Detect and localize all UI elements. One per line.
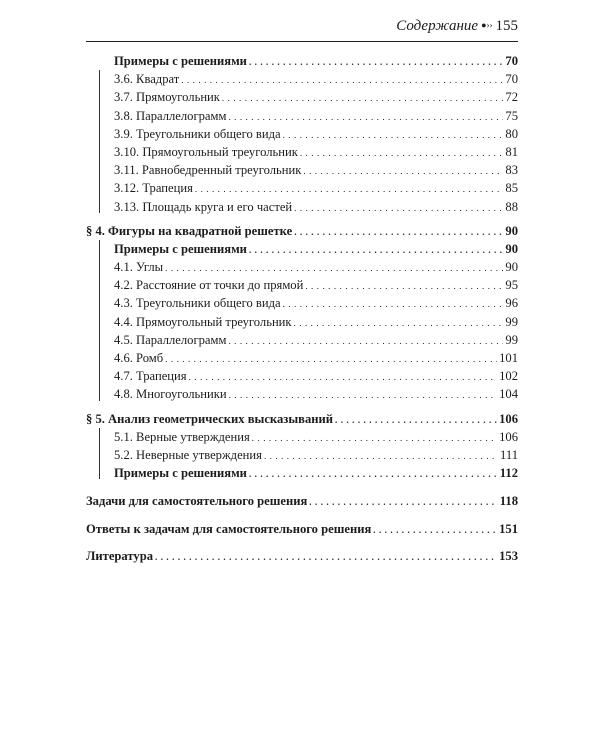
dot-leader [228,108,503,126]
toc-entry-label: Примеры с решениями [114,241,247,256]
toc-entry[interactable] [86,446,518,464]
dot-leader [249,53,503,71]
toc-entry-page: 101 [499,351,518,365]
toc-entry-page: 70 [505,54,518,68]
group-bracket [99,70,100,213]
toc-entry-label: 4.5. Параллелограмм [114,332,227,347]
dot-leader [249,241,503,259]
dot-leader [283,295,504,313]
toc-entry[interactable] [86,198,518,216]
toc-entry-page: 80 [505,126,518,141]
toc-entry-label: 3.7. Прямоугольник [114,90,220,105]
toc-entry[interactable] [86,331,518,349]
toc-entry-label: § 5. Анализ геометрических высказываний [86,411,334,426]
dot-leader [264,447,498,465]
dot-leader [249,465,498,483]
toc-entry-label: 5.1. Верные утверждения [114,429,250,444]
toc-answers-entry[interactable] [86,520,518,538]
dot-leader [294,314,504,332]
toc-entry-label: 4.1. Углы [114,260,164,275]
dot-leader [165,259,503,277]
toc-entry[interactable] [86,240,518,258]
dot-leader [228,332,503,350]
toc-entry-label: 4.3. Треугольники общего вида [114,296,281,311]
toc-entry[interactable] [86,143,518,161]
dot-leader [222,89,503,107]
toc-entry-page: 95 [505,278,518,293]
toc-entry[interactable] [86,107,518,125]
toc-entry[interactable] [86,125,518,143]
toc-entry-label: 4.8. Многоугольники [114,387,227,402]
toc-entry[interactable] [86,385,518,403]
toc-entry-label: 3.13. Площадь круга и его частей [114,199,293,214]
group-bracket [99,240,100,401]
toc-entry[interactable] [86,276,518,294]
dot-leader [373,521,497,539]
toc-entry-page: 102 [499,369,518,384]
toc-entry-label: 3.11. Равнобедренный треугольник [114,163,302,178]
toc-entry[interactable] [86,161,518,179]
toc-entry-page: 106 [499,429,518,444]
toc-group-section5 [86,410,518,483]
toc-entry[interactable] [86,88,518,106]
dot-leader [294,199,503,217]
toc-entry-label: Примеры с решениями [114,54,247,68]
toc-entry-label: Задачи для самостоятельного решения [86,494,308,509]
toc-section-heading[interactable] [86,410,518,428]
page-number: 155 [495,18,518,34]
toc-entry[interactable] [86,428,518,446]
toc-entry-label: Ответы к задачам для самостоятельного решения [86,521,372,536]
toc-entry-label: 4.7. Трапеция [114,369,187,384]
toc-entry-page: 99 [505,314,518,329]
toc-entry-page: 151 [499,521,518,536]
page-header [86,18,518,40]
toc-entry-label: 4.6. Ромб [114,351,164,365]
toc-entry-page: 83 [505,163,518,178]
dot-leader [305,277,503,295]
dot-leader [165,350,497,368]
table-of-contents [86,52,518,565]
toc-entry-page: 85 [505,181,518,196]
toc-entry-page: 90 [505,241,518,256]
running-title: Содержание [396,18,479,34]
toc-entry-page: 72 [505,90,518,105]
toc-entry-label: 3.8. Параллелограмм [114,108,227,123]
toc-entry[interactable] [86,179,518,197]
toc-entry-page: 99 [505,332,518,347]
toc-entry[interactable] [86,313,518,331]
toc-entry-page: 90 [505,260,518,275]
dot-leader [294,223,503,241]
toc-entry-page: 70 [505,72,518,87]
toc-entry[interactable] [86,70,518,88]
dot-leader [283,126,504,144]
toc-section-heading[interactable] [86,222,518,240]
toc-entry-label: Примеры с решениями [114,466,247,481]
toc-group-section4 [86,222,518,404]
toc-entry-label: 4.2. Расстояние от точки до прямой [114,278,304,293]
dot-leader [335,411,497,429]
dot-leader [300,144,504,162]
toc-entry-label: § 4. Фигуры на квадратной решетке [86,223,293,238]
toc-entry-label: Литература [86,548,154,563]
dot-leader [189,368,498,386]
dot-leader [303,162,503,180]
dot-leader [252,429,497,447]
toc-entry[interactable] [86,52,518,70]
toc-entry[interactable] [86,367,518,385]
toc-entry[interactable] [86,294,518,312]
header-rule [86,41,518,42]
toc-group-section3 [86,52,518,216]
toc-entry-page: 111 [500,447,518,462]
toc-entry-label: 5.2. Неверные утверждения [114,447,262,462]
toc-entry-page: 90 [505,223,518,238]
toc-entry[interactable] [86,464,518,482]
toc-entry-label: 3.10. Прямоугольный треугольник [114,144,298,159]
section-marker-icon: ●›› [481,20,493,30]
toc-entry-label: 3.12. Трапеция [114,181,193,196]
dot-leader [229,386,498,404]
toc-entry-page: 106 [499,411,518,426]
toc-entry-page: 96 [505,296,518,311]
toc-tasks-entry[interactable] [86,492,518,510]
toc-entry[interactable] [86,258,518,276]
toc-entry-page: 88 [505,199,518,214]
toc-entry-page: 81 [505,144,518,159]
toc-entry-label: 3.9. Треугольники общего вида [114,126,281,141]
toc-entry[interactable] [86,349,518,367]
toc-literature-entry[interactable] [86,547,518,565]
dot-leader [181,71,503,89]
toc-entry-page: 118 [499,494,518,509]
toc-entry-page: 104 [499,387,518,402]
group-bracket [99,428,100,480]
dot-leader [195,180,504,198]
toc-entry-label: 4.4. Прямоугольный треугольник [114,314,292,329]
toc-entry-page: 153 [499,548,518,563]
toc-entry-page: 75 [505,108,518,123]
toc-entry-label: 3.6. Квадрат [114,72,180,87]
dot-leader [155,548,497,566]
dot-leader [309,493,498,511]
toc-entry-page: 112 [499,466,518,481]
